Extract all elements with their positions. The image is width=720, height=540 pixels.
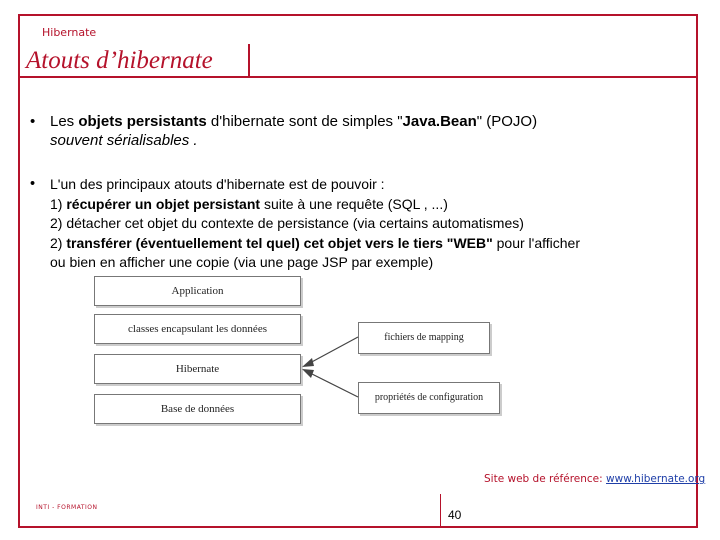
bullet-2-line-1: L'un des principaux atouts d'hibernate est de pouvoir : <box>50 176 385 192</box>
bullet-2-line-2: 1) récupérer un objet persistant suite à une requête (SQL , ...) <box>50 195 448 212</box>
bullet-2-line-4: 2) transférer (éventuellement tel quel) cet objet vers le tiers "WEB" pour l'afficher <box>50 234 580 251</box>
architecture-diagram <box>88 270 518 432</box>
layer-application: Application <box>94 276 301 306</box>
organization-label: INTI - FORMATION <box>36 504 98 511</box>
bullet-1-line-2: souvent sérialisables . <box>50 132 198 149</box>
page-rule <box>440 494 441 528</box>
bullet-2-text <box>50 175 580 273</box>
config-arrow <box>308 372 358 397</box>
config-properties-box: propriétés de configuration <box>358 382 500 414</box>
mapping-arrow <box>308 337 358 364</box>
bullet-2-line-5: ou bien en afficher une copie (via une page JSP par exemple) <box>50 254 434 270</box>
reference-url-link[interactable]: www.hibernate.org <box>606 473 706 485</box>
slide-title: Atouts d’hibernate <box>26 47 213 74</box>
diagram-arrows <box>88 270 518 432</box>
bullet-1-text <box>50 112 537 150</box>
bullet-dot: • <box>30 113 36 130</box>
config-arrow-head <box>302 369 314 378</box>
page-number: 40 <box>448 508 462 522</box>
bullet-1-line-1: Les objets persistants d'hibernate sont de simples "Java.Bean" (POJO) <box>50 113 538 130</box>
bullet-2-line-3: 2) détacher cet objet du contexte de persistance (via certains automatismes) <box>50 215 524 231</box>
layer-hibernate: Hibernate <box>94 354 301 384</box>
section-header: Hibernate <box>42 26 97 39</box>
layer-database: Base de données <box>94 394 301 424</box>
bullet-dot: • <box>30 176 36 192</box>
reference-site: Site web de référence: www.hibernate.org <box>484 473 706 485</box>
mapping-arrow-head <box>302 358 314 367</box>
layer-data-classes: classes encapsulant les données <box>94 314 301 344</box>
mapping-files-box: fichiers de mapping <box>358 322 490 354</box>
title-rule <box>18 76 698 78</box>
